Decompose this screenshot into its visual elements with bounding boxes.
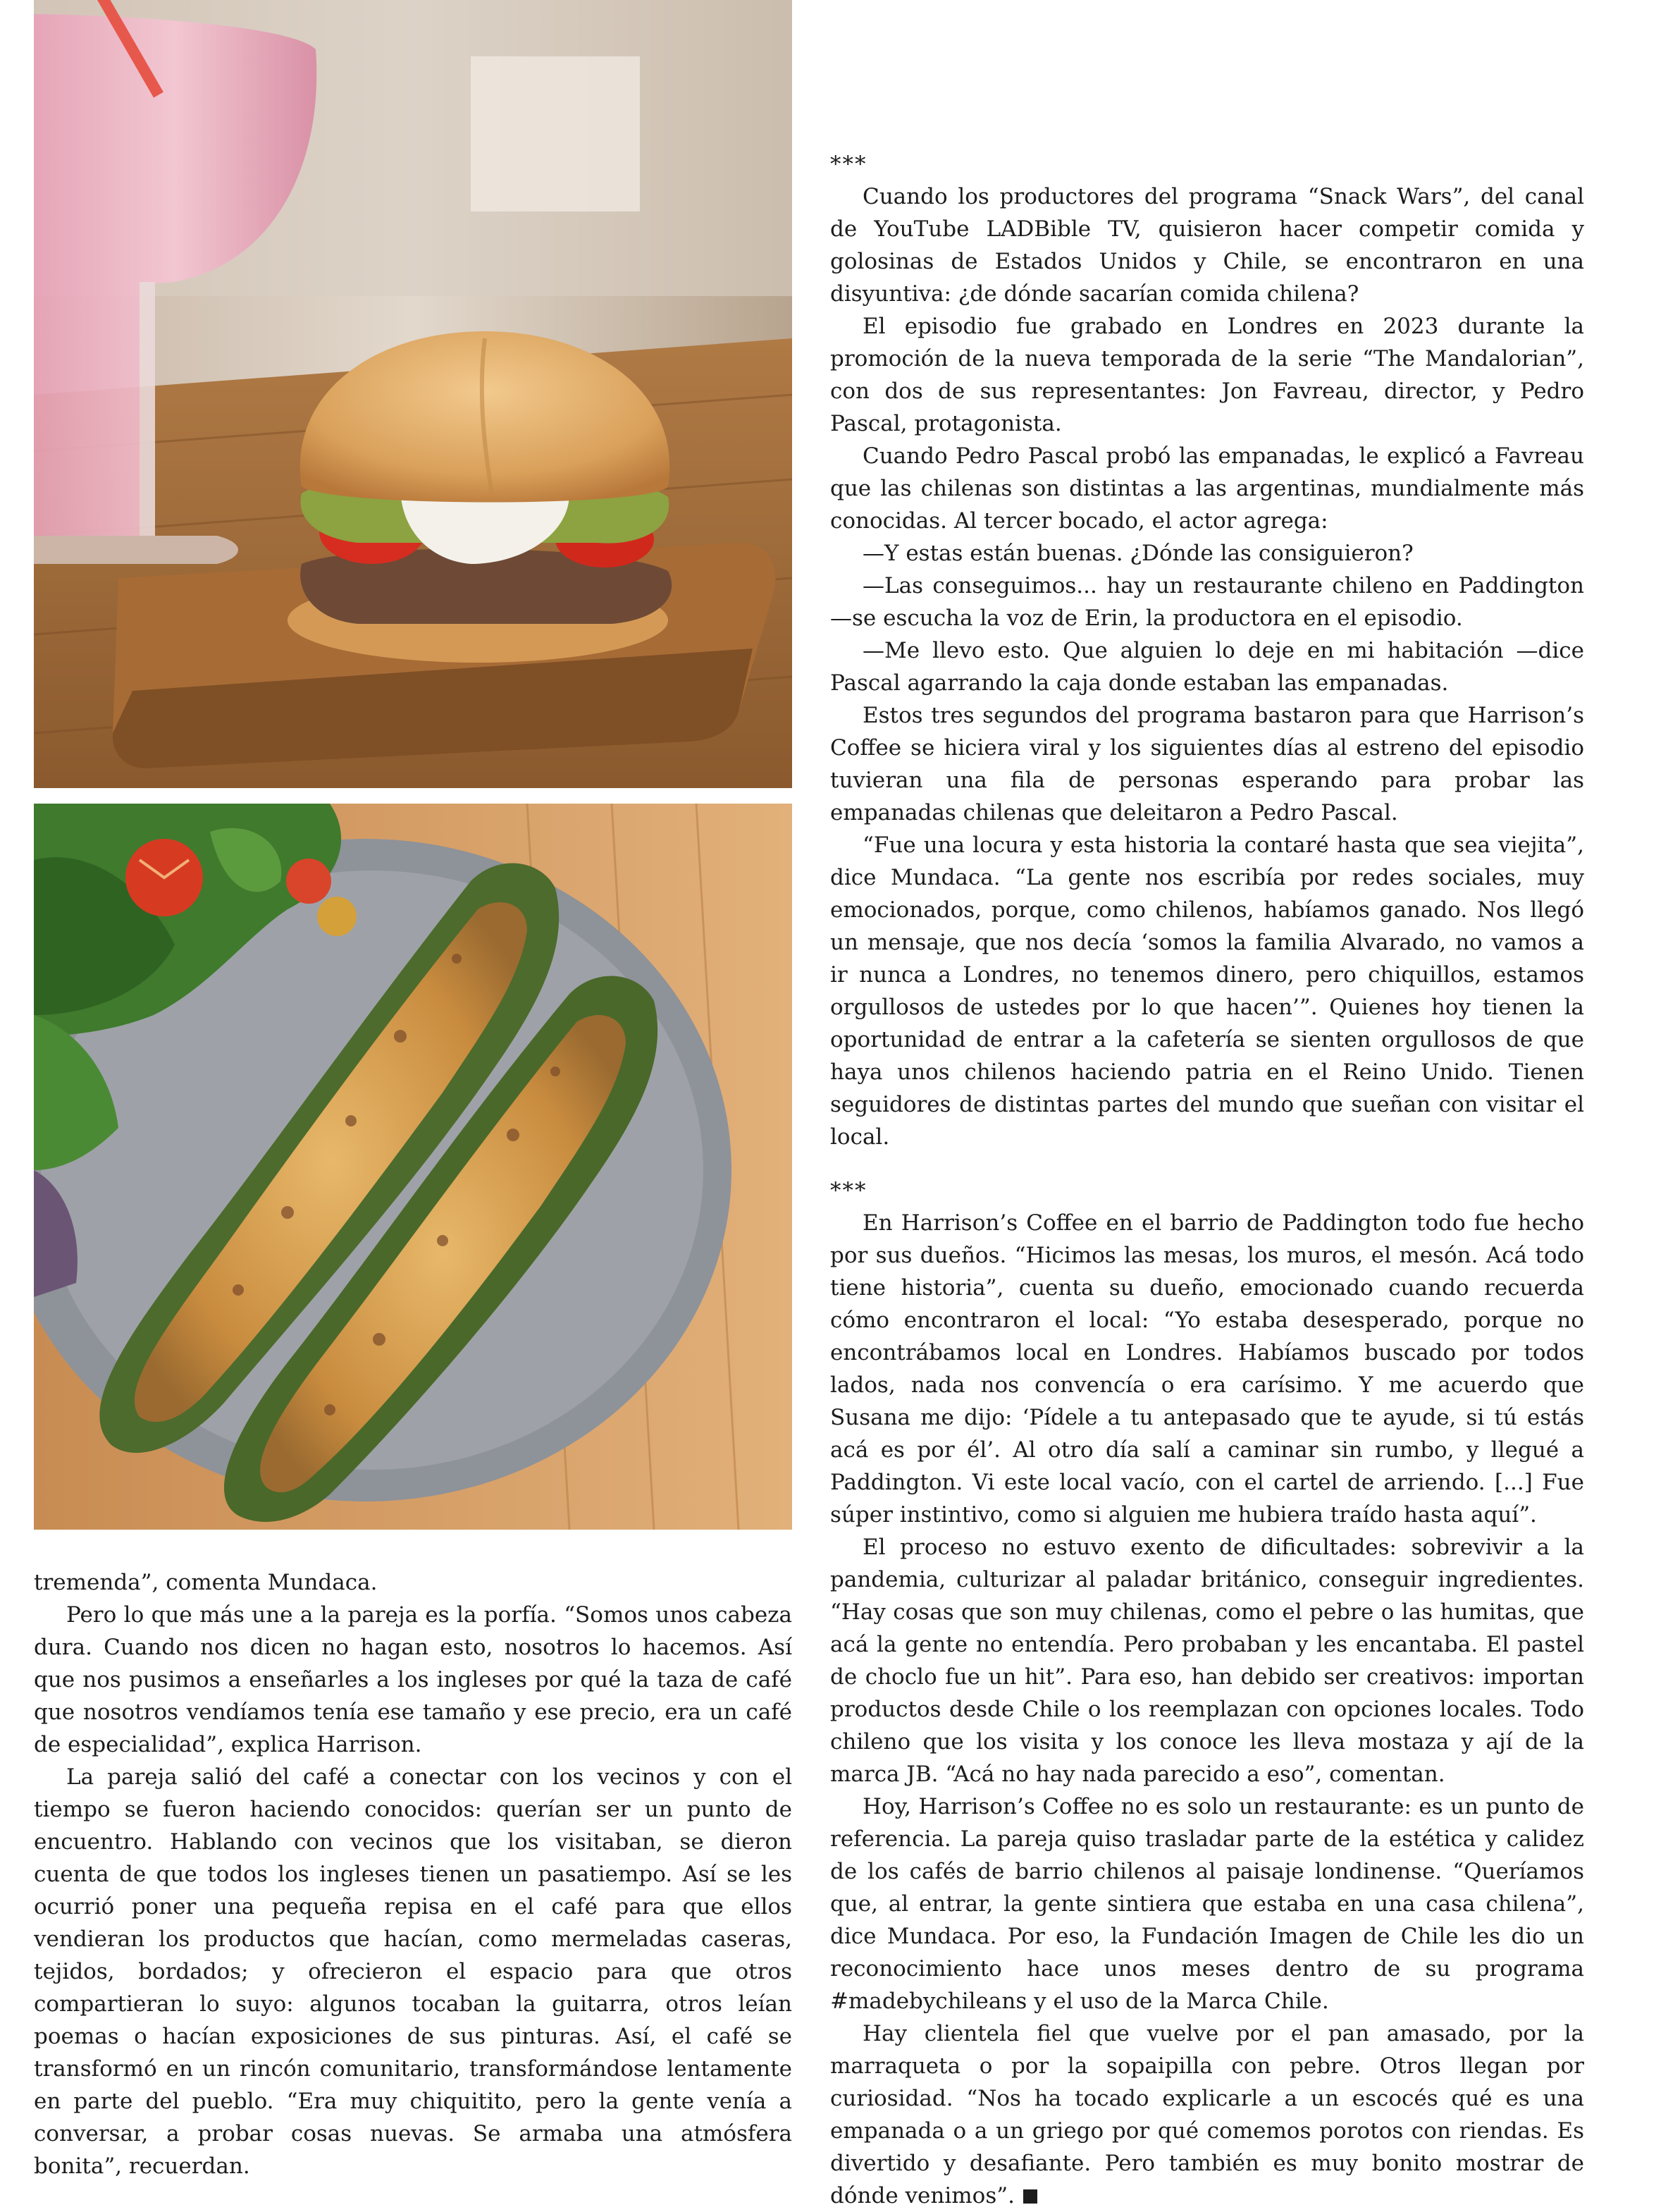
body-paragraph: “Fue una locura y esta historia la contaré hasta que sea viejita”, dice Mundaca. “La gente nos escribía por redes sociales, muy emocionados, porque, como chilenos, habíamos ganado. Nos llegó un mensaje, que nos decía ‘somos la familia Alvarado, no vamos a ir nunca a Londres, no tenemos dinero, pero chiquillos, estamos orgullosos de ustedes por lo que hacen’”. Quienes hoy tienen la oportunidad de entrar a la cafetería se sienten orgullosos de que haya unos chilenos haciendo patria en el Reino Unido. Tienen seguidores de distintas partes del mundo que sueñan con visitar el local. xyxy=(830,832,1584,1150)
body-paragraph: Pero lo que más une a la pareja es la porfía. “Somos unos cabeza dura. Cuando nos dicen no hagan esto, nosotros lo hacemos. Así que nos pusimos a enseñarles a los ingleses por qué la taza de café que nosotros vendíamos tenía ese tamaño y ese precio, era un café de especialidad”, explica Harrison. xyxy=(34,1602,792,1757)
body-paragraph: La pareja salió del café a conectar con los vecinos y con el tiempo se fueron haciendo conocidos: querían ser un punto de encuentro. Hablando con vecinos que los visitaban, se dieron cuenta de que todos los ingleses tienen un pasatiempo. Así se les ocurrió poner una pequeña repisa en el café para que ellos vendieran los productos que hacían, como mermeladas caseras, tejidos, bordados; y ofrecieron el espacio para que otros compartieran lo suyo: algunos tocaban la guitarra, otros leían poemas o hacían exposiciones de sus pinturas. Así, el café se transformó en un rincón comunitario, transformándose lentamente en parte del pueblo. “Era muy chiquitito, pero la gente venía a conversar, a probar cosas nuevas. Se armaba una atmósfera bonita”, recuerdan. xyxy=(34,1764,792,2179)
body-paragraph: En Harrison’s Coffee en el barrio de Paddington todo fue hecho por sus dueños. “Hicimos las mesas, los muros, el mesón. Acá todo tiene historia”, cuenta su dueño, emocionado cuando recuerda cómo encontraron el local: “Yo estaba desesperado, porque no encontrábamos local en Londres. Habíamos buscado por todos lados, nada nos convencía o era carísimo. Y me acuerdo que Susana me dijo: ‘Pídele a tu antepasado que te ayude, si tú estás acá es por él’. Al otro día salí a caminar sin rumbo, y llegué a Paddington. Vi este local vacío, con el cartel de arriendo. [...] Fue súper instintivo, como si alguien me hubiera traído hasta aquí”. xyxy=(830,1210,1584,1528)
dialogue-line: —Me llevo esto. Que alguien lo deje en mi habitación —dice Pascal agarrando la caja donde estaban las empanadas. xyxy=(830,638,1584,696)
body-paragraph: Estos tres segundos del programa bastaron para que Harrison’s Coffee se hiciera viral y los siguientes días al estreno del episodio tuvieran una fila de personas esperando para probar las empanadas chilenas que deleitaron a Pedro Pascal. xyxy=(830,703,1584,825)
body-paragraph: tremenda”, comenta Mundaca. xyxy=(34,1570,378,1595)
body-paragraph-final xyxy=(830,2017,1584,2212)
body-paragraph: El episodio fue grabado en Londres en 2023 durante la promoción de la nueva temporada de la serie “The Mandalorian”, con dos de sus representantes: Jon Favreau, director, y Pedro Pascal, protagonista. xyxy=(830,314,1584,436)
right-column xyxy=(830,148,1584,2212)
section-separator: *** xyxy=(830,152,867,177)
body-paragraph: Cuando Pedro Pascal probó las empanadas, le explicó a Favreau que las chilenas son distintas a las argentinas, mundialmente más conocidas. Al tercer bocado, el actor agrega: xyxy=(830,443,1584,534)
final-paragraph-text: Hay clientela fiel que vuelve por el pan amasado, por la marraqueta o por la sopaipilla con pebre. Otros llegan por curiosidad. “Nos ha tocado explicarle a un escocés qué es una empanada o a un griego por qué comemos porotos con riendas. Es divertido y desafiante. Pero también es muy bonito mostrar de dónde venimos”. xyxy=(830,2021,1584,2208)
stuffed-zucchini-photo xyxy=(34,804,792,1530)
body-paragraph: Cuando los productores del programa “Snack Wars”, del canal de YouTube LADBible TV, quisieron hacer competir comida y golosinas de Estados Unidos y Chile, se encontraron en una disyuntiva: ¿de dónde sacarían comida chilena? xyxy=(830,184,1584,307)
body-paragraph: Hoy, Harrison’s Coffee no es solo un restaurante: es un punto de referencia. La pareja quiso trasladar parte de la estética y calidez de los cafés de barrio chilenos al paisaje londinense. “Queríamos que, al entrar, la gente sintiera que estaba en una casa chilena”, dice Mundaca. Por eso, la Fundación Imagen de Chile les dio un reconocimiento hace unos meses dentro de su programa #madebychileans y el uso de la Marca Chile. xyxy=(830,1794,1584,2014)
chacarero-sandwich-photo xyxy=(34,0,792,788)
end-of-article-mark xyxy=(1023,2189,1037,2204)
body-paragraph: El proceso no estuvo exento de dificultades: sobrevivir a la pandemia, culturizar al paladar británico, conseguir ingredientes. “Hay cosas que son muy chilenas, como el pebre o las humitas, que acá la gente no entendía. Pero probaban y les encantaba. El pastel de choclo fue un hit”. Para eso, han debido ser creativos: importan productos desde Chile o los reemplazan con opciones locales. Todo chileno que los visita y los conoce les lleva mostaza y ají de la marca JB. “Acá no hay nada parecido a eso”, comentan. xyxy=(830,1535,1584,1787)
dialogue-line: —Y estas están buenas. ¿Dónde las consiguieron? xyxy=(863,541,1414,566)
section-gap xyxy=(830,1153,1584,1174)
section-separator: *** xyxy=(830,1178,867,1203)
dialogue-line: —Las conseguimos... hay un restaurante chileno en Paddington —se escucha la voz de Erin, la productora en el episodio. xyxy=(830,573,1584,631)
left-column xyxy=(34,1566,792,2182)
